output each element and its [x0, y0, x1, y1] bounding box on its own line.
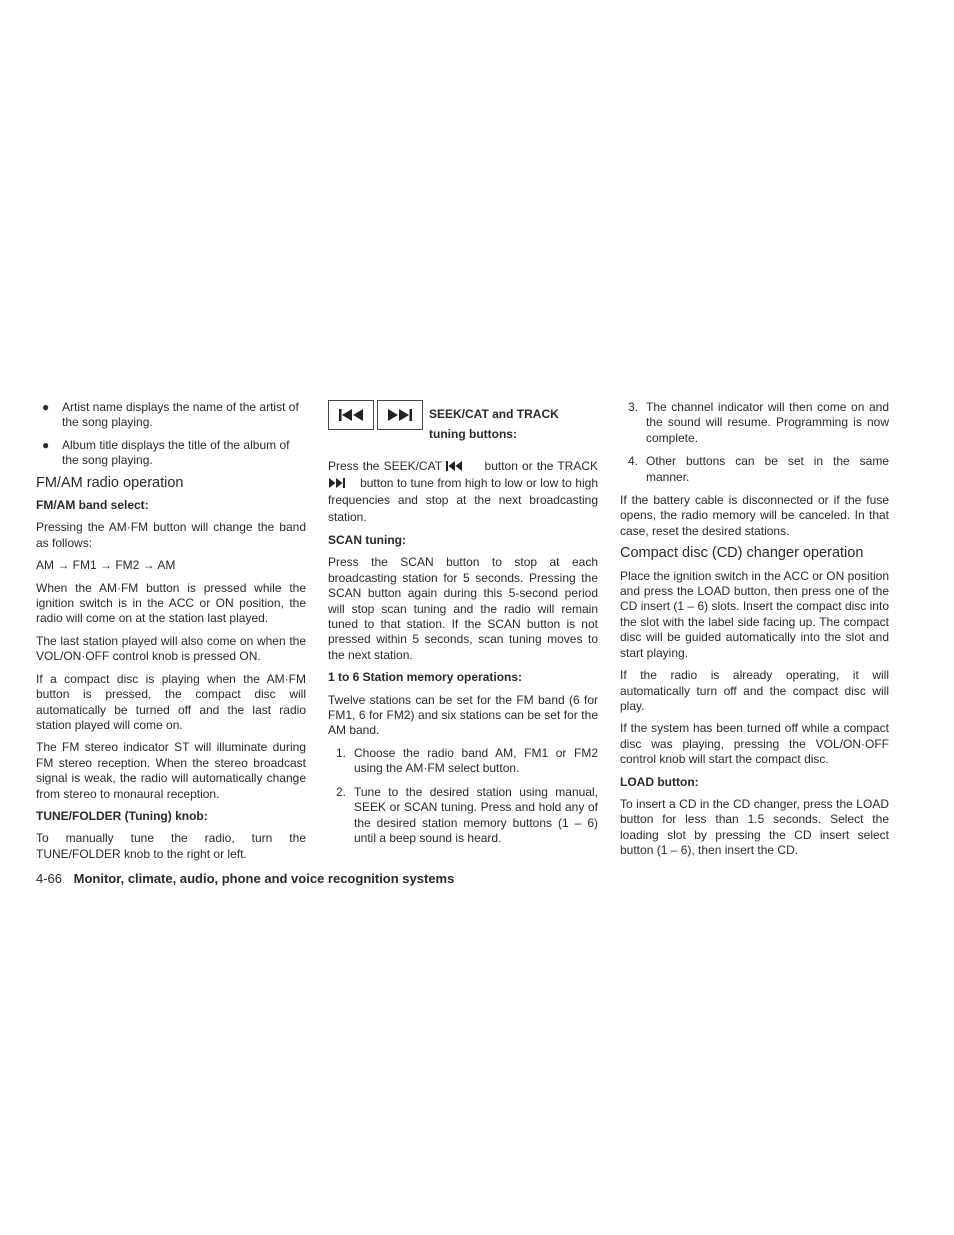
- paragraph-seek: [328, 458, 598, 526]
- paragraph: The last station played will also come on when the VOL/ON·OFF control knob is pressed ON.: [36, 633, 306, 664]
- seek-back-button-illustration: [328, 400, 374, 430]
- subheading-band-select: FM/AM band select:: [36, 498, 149, 513]
- step-text: The channel indicator will then come on and the sound will resume. Programming is now complete.: [646, 400, 889, 445]
- paragraph: If the radio is already operating, it will automatically turn off and the compact disc will play.: [620, 668, 889, 713]
- subheading-load: LOAD button:: [620, 774, 699, 789]
- column-1: [36, 400, 306, 869]
- section-title-fm-am: FM/AM radio operation: [36, 474, 184, 491]
- skip-forward-icon: [328, 478, 346, 488]
- skip-forward-icon: [387, 409, 413, 421]
- page-footer: [36, 871, 454, 886]
- step-text: Choose the radio band AM, FM1 or FM2 using the AM·FM select button.: [354, 745, 598, 776]
- seek-text-a: Press the SEEK/CAT: [328, 459, 442, 473]
- seek-track-heading-line2: tuning buttons:: [429, 427, 517, 441]
- step-number: 2.: [336, 784, 347, 799]
- chapter-title: Monitor, climate, audio, phone and voice recognition systems: [73, 871, 455, 886]
- paragraph: Twelve stations can be set for the FM band (6 for FM1, 6 for FM2) and six stations can be set for the AM band.: [328, 692, 598, 738]
- list-item: [36, 438, 306, 469]
- skip-back-icon: [338, 409, 364, 421]
- seek-track-heading-line1: SEEK/CAT and TRACK: [429, 407, 559, 421]
- column-2: [328, 400, 598, 854]
- step-text: Tune to the desired station using manual, SEEK or SCAN tuning. Press and hold any of the desired station memory buttons (1 – 6) until a beep sound is heard.: [354, 784, 598, 845]
- subheading-tune-knob: TUNE/FOLDER (Tuning) knob:: [36, 808, 208, 823]
- bullet-text: Artist name displays the name of the artist of the song playing.: [62, 400, 299, 430]
- band-sequence: AM → FM1 → FM2 → AM: [36, 558, 176, 573]
- paragraph: When the AM·FM button is pressed while the ignition switch is in the ACC or ON position, the radio will come on at the station last played.: [36, 580, 306, 626]
- bullet-dot-icon: ●: [42, 437, 50, 452]
- paragraph: To insert a CD in the CD changer, press the LOAD button for less than 1.5 seconds. Select the loading slot by pressing the CD insert select button (1 – 6), then insert the CD.: [620, 796, 889, 858]
- section-title-cd-changer: Compact disc (CD) changer operation: [620, 545, 864, 562]
- paragraph: If the battery cable is disconnected or if the fuse opens, the radio memory will be canceled. In that case, reset the desired stations.: [620, 493, 889, 538]
- seek-text-c: button to tune from high to low or low to high frequencies and stop at the next broadcasting station.: [328, 476, 598, 524]
- list-item: [620, 454, 889, 485]
- seek-track-buttons-illustration: [328, 400, 598, 444]
- skip-back-icon: [446, 461, 464, 471]
- subheading-memory: 1 to 6 Station memory operations:: [328, 670, 523, 685]
- step-number: 3.: [628, 400, 639, 414]
- step-text: Other buttons can be set in the same manner.: [646, 454, 889, 484]
- paragraph: If the system has been turned off while a compact disc was playing, pressing the VOL/ON·OFF control knob will start the compact disc.: [620, 721, 889, 767]
- list-item: [620, 400, 889, 446]
- list-item: [328, 785, 598, 847]
- paragraph: Pressing the AM·FM button will change the band as follows:: [36, 520, 306, 550]
- step-number: 1.: [336, 745, 347, 760]
- seek-track-heading: [429, 404, 559, 444]
- step-number: 4.: [628, 454, 639, 469]
- seek-text-b: button or the TRACK: [484, 459, 599, 473]
- paragraph: Press the SCAN button to stop at each broadcasting station for 5 seconds. Pressing the SCAN button again during this 5-second period will stop scan tuning and the radio will remain tuned to that station. If the SCAN button is not pressed within 5 seconds, scan tuning moves to the next station.: [328, 555, 598, 662]
- list-item: [328, 746, 598, 777]
- bullet-dot-icon: ●: [42, 400, 50, 414]
- subheading-scan: SCAN tuning:: [328, 533, 406, 547]
- page-number: 4-66: [36, 871, 63, 886]
- paragraph: Place the ignition switch in the ACC or ON position and press the LOAD button, then press one of the CD insert (1 – 6) slots. Insert the compact disc into the slot with the label side facing up. The compact disc will be guided automatically into the slot and start playing.: [620, 568, 889, 660]
- list-item: [36, 400, 306, 431]
- paragraph: If a compact disc is playing when the AM·FM button is pressed, the compact disc will automatically be turned off and the last radio station played will come on.: [36, 671, 306, 732]
- column-3: [620, 400, 889, 866]
- track-forward-button-illustration: [377, 400, 423, 430]
- paragraph: The FM stereo indicator ST will illuminate during FM stereo reception. When the stereo broadcast signal is weak, the radio will automatically change from stereo to monaural reception.: [36, 740, 306, 801]
- bullet-text: Album title displays the title of the album of the song playing.: [62, 437, 290, 468]
- paragraph: To manually tune the radio, turn the TUNE/FOLDER knob to the right or left.: [36, 831, 306, 861]
